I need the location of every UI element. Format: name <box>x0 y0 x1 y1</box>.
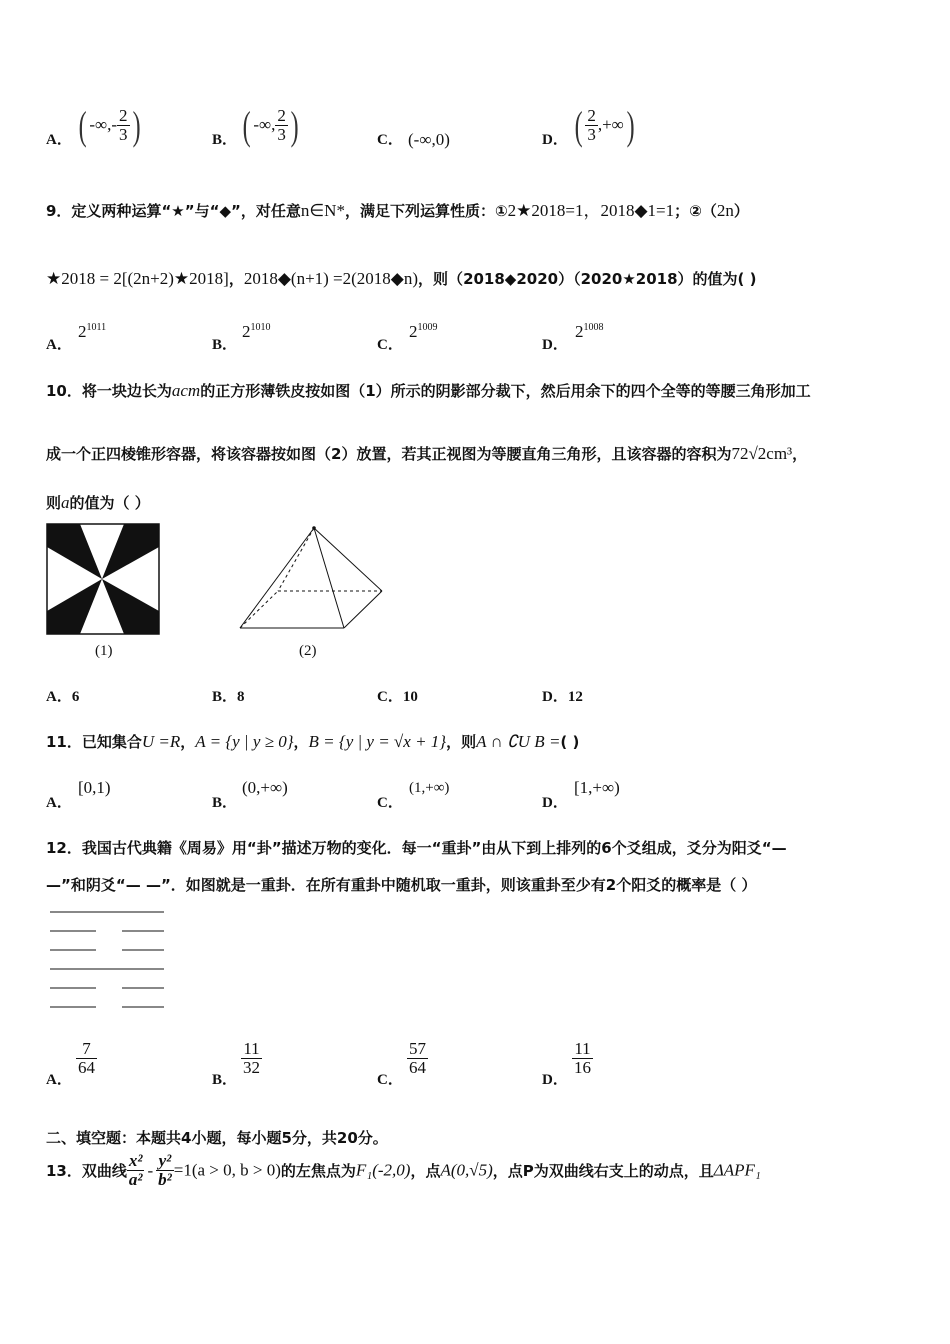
q13-fraction-y: $\frac{\text{y²}}{\text{b²}}$ <box>158 1151 172 1189</box>
q11-option-d-label: D． <box>542 795 568 811</box>
q12-line-2: —”和阴爻“— —”．如图就是一重卦．在所有重卦中随机取一重卦，则该重卦至少有2个阳爻的概率是（ ） <box>46 876 757 894</box>
q11-option-c-label: C． <box>377 795 403 811</box>
q12-option-c-label: C． <box>377 1072 403 1088</box>
q9-option-b-value: $2^{1010}$ <box>242 322 271 341</box>
q10-line-1: 10．将一块边长为acm的正方形薄铁皮按如图（1）所示的阴影部分裁下，然后用余下的四个全等的等腰三角形加工 <box>46 381 811 400</box>
q8-option-a-fraction: $\frac{2}{3}$ <box>119 106 128 144</box>
q11-option-a-label: A． <box>46 795 72 811</box>
q8-option-b-label: B． <box>212 132 238 148</box>
q10-line-2: 成一个正四棱锥形容器，将该容器按如图（2）放置，若其正视图为等腰直角三角形，且该容器的容积为72√2cm³， <box>46 444 808 463</box>
q11-option-c-value: (1,+∞) <box>409 780 450 796</box>
q9-option-b-label: B． <box>212 337 238 353</box>
q12-option-b-fraction: $\frac{11}{32}$ <box>243 1039 260 1077</box>
q10-figure-2-caption: (2) <box>299 643 317 659</box>
q10-figure-2-pyramid <box>236 524 388 634</box>
q8-option-b: ( -∞, $\frac{2}{3}$ ) <box>242 103 299 148</box>
q12-option-d-label: D． <box>542 1072 568 1088</box>
q10-figure-1-square <box>46 523 162 637</box>
q12-option-a-fraction: $\frac{7}{64}$ <box>78 1039 95 1077</box>
q8-option-c-label: C． <box>377 132 403 148</box>
q11-option-b-label: B． <box>212 795 238 811</box>
q11-stem: 11．已知集合U =R，A = {y | y ≥ 0}，B = {y | y = √x + 1}，则A ∩ ∁U B =( ) <box>46 732 580 751</box>
q8-option-d: ( $\frac{2}{3}$ ,+∞) <box>574 103 635 148</box>
q9-option-d-label: D． <box>542 337 568 353</box>
q12-option-a-label: A． <box>46 1072 72 1088</box>
q8-option-b-fraction: $\frac{2}{3}$ <box>277 106 286 144</box>
q8-option-b-body: -∞, <box>253 115 276 134</box>
q9-option-c-value: $2^{1009}$ <box>409 322 438 341</box>
q8-option-d-label: D． <box>542 132 568 148</box>
q9-option-c-label: C． <box>377 337 403 353</box>
q12-hexagram-figure <box>50 906 166 1012</box>
q12-line-1: 12．我国古代典籍《周易》用“卦”描述万物的变化．每一“重卦”由从下到上排列的6个爻组成，爻分为阳爻“— <box>46 839 787 857</box>
q10-option-b: B．8 <box>212 689 245 705</box>
q9-line-1: 9．定义两种运算“★”与“◆”，对任意n∈N*，满足下列运算性质：①2★2018=1，2018◆1=1；②（2n） <box>46 201 749 220</box>
q10-option-d: D．12 <box>542 689 583 705</box>
q11-option-b-value: (0,+∞) <box>242 778 288 797</box>
q11-option-d-value: [1,+∞) <box>574 778 620 797</box>
q9-option-a-label: A． <box>46 337 72 353</box>
q8-option-d-body: ,+∞ <box>597 115 624 134</box>
section-2-heading: 二、填空题：本题共4小题，每小题5分，共20分。 <box>46 1129 388 1147</box>
q9-line-2: ★2018 = 2[(2n+2)★2018]，2018◆(n+1) =2(2018◆n)，则（2018◆2020）（2020★2018）的值为( ) <box>46 269 757 288</box>
q11-option-a-value: [0,1) <box>78 778 111 797</box>
q9-option-d-value: $2^{1008}$ <box>575 322 604 341</box>
q12-option-b-label: B． <box>212 1072 238 1088</box>
q12-option-d-fraction: $\frac{11}{16}$ <box>574 1039 591 1077</box>
q9-option-a-value: $2^{1011}$ <box>78 322 107 341</box>
q8-option-d-fraction: $\frac{2}{3}$ <box>587 106 596 144</box>
q10-option-c: C．10 <box>377 689 418 705</box>
q10-figure-1-caption: (1) <box>95 643 113 659</box>
q13-fraction-x: $\frac{\text{x²}}{\text{a²}}$ <box>128 1151 143 1189</box>
q12-option-c-fraction: $\frac{57}{64}$ <box>409 1039 426 1077</box>
q10-option-a: A．6 <box>46 689 80 705</box>
q8-option-a: ( -∞,- $\frac{2}{3}$ ) <box>78 103 141 148</box>
q8-option-a-label: A． <box>46 132 72 148</box>
q8-option-a-body: -∞,- <box>89 115 118 134</box>
q8-option-c-body: (-∞,0) <box>408 130 450 149</box>
q13-stem: 13．双曲线 $\frac{\text{x²}}{\text{a²}}$ - $\frac{\text{y²}}{\text{b²}}$ =1(a > 0, b > 0)的左焦点为F₁(-2,0)，点A(0,√5)，点P为双曲线右支上的动点，且ΔAPF₁ <box>46 1151 761 1189</box>
q10-line-3: 则a的值为（ ） <box>46 493 150 512</box>
